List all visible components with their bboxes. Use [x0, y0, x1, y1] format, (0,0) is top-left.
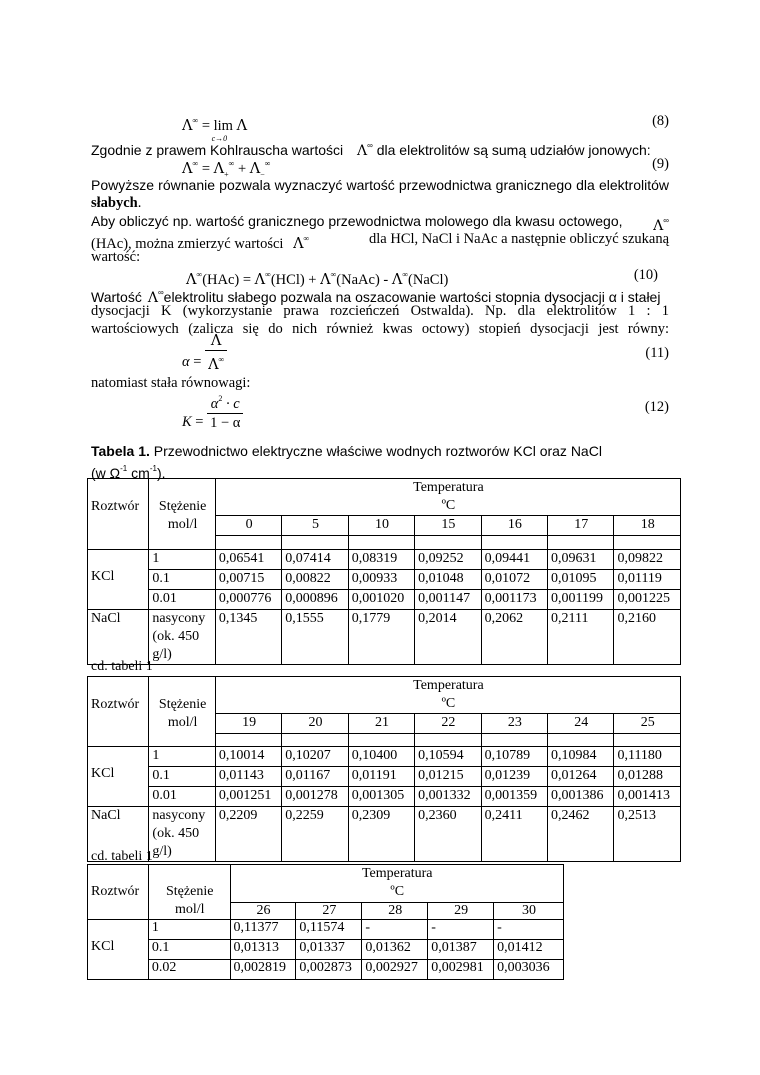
continuation-label: cd. tabeli 1	[91, 659, 153, 674]
paragraph-weak-3: wartościowych (zalicza się do nich również kwas octowy) stopień dysocjacji jest równy:	[91, 321, 669, 337]
continuation-label-2: cd. tabeli 1	[91, 849, 153, 864]
nacl-label: NaCl	[88, 610, 149, 665]
lim-operator: lim	[213, 118, 233, 134]
table-row: KCl 1 0,11377 0,11574 - - -	[88, 920, 564, 940]
table-row: NaCl nasycony (ok. 450 g/l) 0,1345 0,1555 0,1779 0,2014 0,2062 0,2111 0,2160	[88, 610, 681, 665]
table-row: NaCl nasycony (ok. 450 g/l) 0,2209 0,2259 0,2309 0,2360 0,2411 0,2462 0,2513	[88, 807, 681, 862]
header-concentration: Stężenie mol/l	[149, 479, 215, 536]
header-temperature: Temperatura ºC	[215, 479, 680, 516]
paragraph-weak-2: dysocjacji K (wykorzystanie prawa rozcieńczeń Ostwalda). Np. dla elektrolitów 1 : 1	[91, 303, 669, 319]
table-caption: Tabela 1. Przewodnictwo elektryczne właściwe wodnych roztworów KCl oraz NaCl (w $\Omega^{-1}$ $cm^{-1}$).	[91, 443, 602, 481]
temp-header: 17	[548, 516, 614, 536]
conductivity-table-part-3: Roztwór Stężenie mol/l Temperatura ºC 26 27 28 29 30 KCl 1 0,11377 0,11574 - - - 0.1 0,01313 0,01337 0,01362 0,01387 0,01412 0.02 0,002819 0,002873 0,002927 0,002981 0,003036	[87, 864, 564, 980]
table-row: KCl 1 0,06541 0,07414 0,08319 0,09252 0,09441 0,09631 0,09822	[88, 550, 681, 570]
paragraph-hac-1: Aby obliczyć np. wartość granicznego przewodnictwa molowego dla kwasu octowego, Λ∞	[91, 213, 669, 234]
equation-12: K = $\frac{\alpha^2 \cdot c}{1 - \alpha}$ (12)	[91, 390, 669, 430]
temp-header: 5	[282, 516, 348, 536]
document-page: Λ∞ = lim c→0 Λ (8) Zgodnie z prawem Kohlrauscha wartości Λ∞ dla elektrolitów są sumą udziałów jonowych: $\Lambda^\infty = \Lambda_+^\infty + \Lambda_-^\infty$ (9) Powyższe równanie pozwala wyznaczyć wartość przewodnictwa granicznego dla elektrolitów słabych. Aby obliczyć np. wartość granicznego przewodnictwa molowego dla kwasu octowego, Λ∞ (HAc), można zmierzyć wartości Λ∞ dla HCl, NaCl i NaAc a następnie obliczyć szukaną wartość: Λ∞(HAc) = Λ∞(HCl) + Λ∞(NaAc) - Λ∞(NaCl) (10) Wartość Λ∞elektrolitu słabego pozwala na oszacowanie wartości stopnia dysocjacji α i stałej dysocjacji K (wykorzystanie prawa rozcieńczeń Ostwalda). Np. dla elektrolitów 1 : 1 wartościowych (zalicza się do nich również kwas octowy) stopień dysocjacji jest równy: α = $\frac{\Lambda}{\Lambda^\infty}$ (11) natomiast stała równowagi: K = $\frac{\alpha^2 \cdot c}{1 - \alpha}$ (12) Tabela 1. Przewodnictwo elektryczne właściwe wodnych roztworów KCl oraz NaCl (w $\Omega^{-1}$ $cm^{-1}$). Roztwór Stężenie mol/l Temperatura ºC 0 5 10 15 16 17 18 KCl 1 0,06541 0,07414 0,08319 0,09252 0,09441 0,09631 0,09822 0.1 0,00715 0,00822 0,00933 0,01048 0,01072 0,01095 0,01119 0.01 0,000776 0,000896 0,001020 0,001147 0,001173 0,001199 0,001225 NaCl nasycony (ok. 450 g/l) 0,1345 0,1555 0,1779 0,2014 0,2062 0,2111 0,2160 cd. tabeli 1 Roztwór Stężenie mol/l Temperatura ºC 19 20 21 22 23 24 25 KCl 1 0,10014 0,10207 0,10400 0,10594 0,10789 0,10984 0,11180 0.1 0,01143 0,01167 0,01191 0,01215 0,01239 0,01264 0,01288 0.01 0,001251 0,001278 0,001305 0,001332 0,001359 0,001386 0,001413 NaCl nasycony (ok. 450 g/l) 0,2209 0,2259 0,2309 0,2360 0,2411 0,2462 0,2513 cd. tabeli 1 Roztwór Stężenie mol/l Temperatura ºC 26 27 28 29 30 KCl 1 0,11377 0,11574 - - - 0.1 0,01313 0,01337 0,01362 0,01387 0,01412 0.02 0,002819 0,002873 0,002927 0,002981 0,003036	[0, 0, 760, 1075]
conductivity-table-part-2: Roztwór Stężenie mol/l Temperatura ºC 19 20 21 22 23 24 25 KCl 1 0,10014 0,10207 0,10400 0,10594 0,10789 0,10984 0,11180 0.1 0,01143 0,01167 0,01191 0,01215 0,01239 0,01264 0,01288 0.01 0,001251 0,001278 0,001305 0,001332 0,001359 0,001386 0,001413 NaCl nasycony (ok. 450 g/l) 0,2209 0,2259 0,2309 0,2360 0,2411 0,2462 0,2513	[87, 676, 681, 862]
equation-11: α = $\frac{\Lambda}{\Lambda^\infty}$ (11)	[182, 333, 669, 373]
paragraph-constant: natomiast stała równowagi:	[91, 375, 251, 391]
table-row: 0.01 0,000776 0,000896 0,001020 0,001147 0,001173 0,001199 0,001225	[88, 590, 681, 610]
temp-header: 10	[348, 516, 414, 536]
temp-header: 0	[215, 516, 281, 536]
table-row: 0.1 0,01143 0,01167 0,01191 0,01215 0,01239 0,01264 0,01288	[88, 767, 681, 787]
kcl-label: KCl	[88, 550, 149, 610]
header-solution: Roztwór	[88, 479, 149, 536]
paragraph-equation-use: Powyższe równanie pozwala wyznaczyć wartość przewodnictwa granicznego dla elektrolitów	[91, 177, 669, 193]
paragraph-weak-1: Wartość Λ∞elektrolitu słabego pozwala na oszacowanie wartości stopnia dysocjacji α i stałej	[91, 288, 661, 306]
table-row: 0.1 0,01313 0,01337 0,01362 0,01387 0,01412	[88, 940, 564, 960]
temp-header: 16	[481, 516, 547, 536]
table-row: KCl 1 0,10014 0,10207 0,10400 0,10594 0,10789 0,10984 0,11180	[88, 747, 681, 767]
table-row: 0.02 0,002819 0,002873 0,002927 0,002981 0,003036	[88, 960, 564, 980]
lambda-symbol: Λ	[182, 118, 193, 134]
conductivity-table-part-1	[87, 478, 681, 665]
kohlrausch-paragraph: Zgodnie z prawem Kohlrauscha wartości Λ∞ dla elektrolitów są sumą udziałów jonowych:	[91, 141, 651, 159]
temp-header: 18	[614, 516, 681, 536]
paragraph-hac-3: wartość:	[91, 249, 141, 265]
temp-header: 15	[415, 516, 481, 536]
paragraph-hac-2: (HAc), można zmierzyć wartości Λ∞ dla HCl, NaCl i NaAc a następnie obliczyć szukaną	[91, 231, 669, 252]
equation-number: (8)	[652, 113, 669, 129]
table-row: 0.1 0,00715 0,00822 0,00933 0,01048 0,01072 0,01095 0,01119	[88, 570, 681, 590]
paragraph-equation-use-2: słabych.	[91, 195, 142, 211]
table-row: 0.01 0,001251 0,001278 0,001305 0,001332 0,001359 0,001386 0,001413	[88, 787, 681, 807]
